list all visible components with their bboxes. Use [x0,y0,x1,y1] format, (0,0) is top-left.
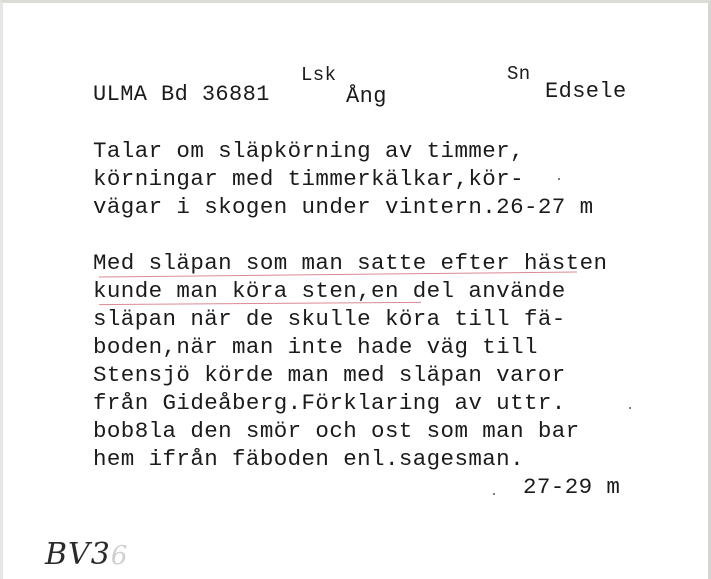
lsk-label: Lsk [301,64,337,86]
handwritten-code [45,537,128,572]
lsk-value: Ång [346,84,387,109]
body-line: bob8la den smör och ost som man bar [93,418,580,444]
body-line: Stensjö körde man med släpan varor [93,362,566,388]
body-line: kunde man köra sten,en del använde [93,278,566,304]
speck-mark [493,493,495,495]
archive-reference: ULMA Bd 36881 [93,82,270,107]
body-line: Med släpan som man satte efter hästen [93,250,608,276]
summary-line: körningar med timmerkälkar,kör- [93,166,524,192]
speck-mark [558,178,560,180]
speck-mark [629,407,631,409]
body-line: hem ifrån fäboden enl.sagesman. [93,446,524,472]
handwritten-faint-mark: 6 [110,541,129,571]
body-line: släpan när de skulle köra till fä- [93,306,566,332]
sn-value: Edsele [545,79,627,104]
sn-label: Sn [507,63,531,85]
handwritten-code-text: BV3 [45,537,111,572]
summary-line: Talar om släpkörning av timmer, [93,138,524,164]
body-line: från Gideåberg.Förklaring av uttr. [93,390,566,416]
bleed-through-mark [618,33,708,203]
body-line: boden,när man inte hade väg till [93,334,538,360]
summary-line: vägar i skogen under vintern.26-27 m [93,194,594,220]
page-reference: 27-29 m [523,474,621,500]
